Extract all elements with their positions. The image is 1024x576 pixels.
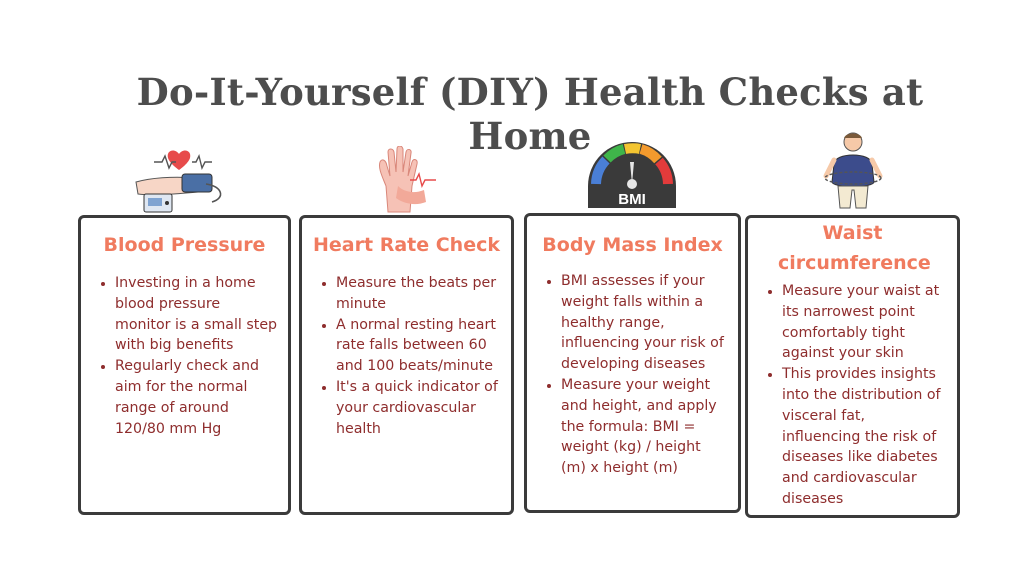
- list-item: • Measure your waist at its narrowest point comfortably tight against your skin: [782, 281, 947, 364]
- waist-measure-icon: [820, 130, 886, 212]
- list-item: • Investing in a home blood pressure monitor is a small step with big benefits: [115, 273, 278, 356]
- page-title: Do-It-Yourself (DIY) Health Checks at Home: [136, 70, 924, 158]
- bullet-list: [748, 281, 957, 510]
- heart-rate-card: [299, 215, 514, 515]
- list-item: • Regularly check and aim for the normal range of around 120/80 mm Hg: [115, 356, 278, 439]
- card-heading: Heart Rate Check: [313, 234, 500, 256]
- card-heading: Blood Pressure: [103, 234, 266, 256]
- list-item: • A normal resting heart rate falls between 60 and 100 beats/minute: [336, 315, 501, 377]
- wrist-pulse-icon: [374, 146, 440, 214]
- card-heading: Waist circumference: [778, 222, 931, 274]
- list-item: • This provides insights into the distribution of visceral fat, influencing the risk of diseases like diabetes and cardiovascular diseases: [782, 364, 947, 510]
- bmi-card: [524, 213, 741, 513]
- bullet-list: [302, 273, 511, 439]
- list-item: • Measure your weight and height, and apply the formula: BMI = weight (kg) / height (m) x height (m): [561, 375, 728, 479]
- card-heading: Body Mass Index: [542, 234, 723, 256]
- list-item: • BMI assesses if your weight falls within a healthy range, influencing your risk of developing diseases: [561, 271, 728, 375]
- waist-circumference-card: [745, 215, 960, 518]
- bullet-list: [527, 271, 738, 479]
- blood-pressure-card: [78, 215, 291, 515]
- list-item: • It's a quick indicator of your cardiovascular health: [336, 377, 501, 439]
- bmi-gauge-icon: [584, 134, 680, 210]
- bmi-gauge-label: BMI: [618, 191, 646, 208]
- list-item: • Measure the beats per minute: [336, 273, 501, 315]
- blood-pressure-monitor-icon: [132, 148, 232, 216]
- bullet-list: [81, 273, 288, 439]
